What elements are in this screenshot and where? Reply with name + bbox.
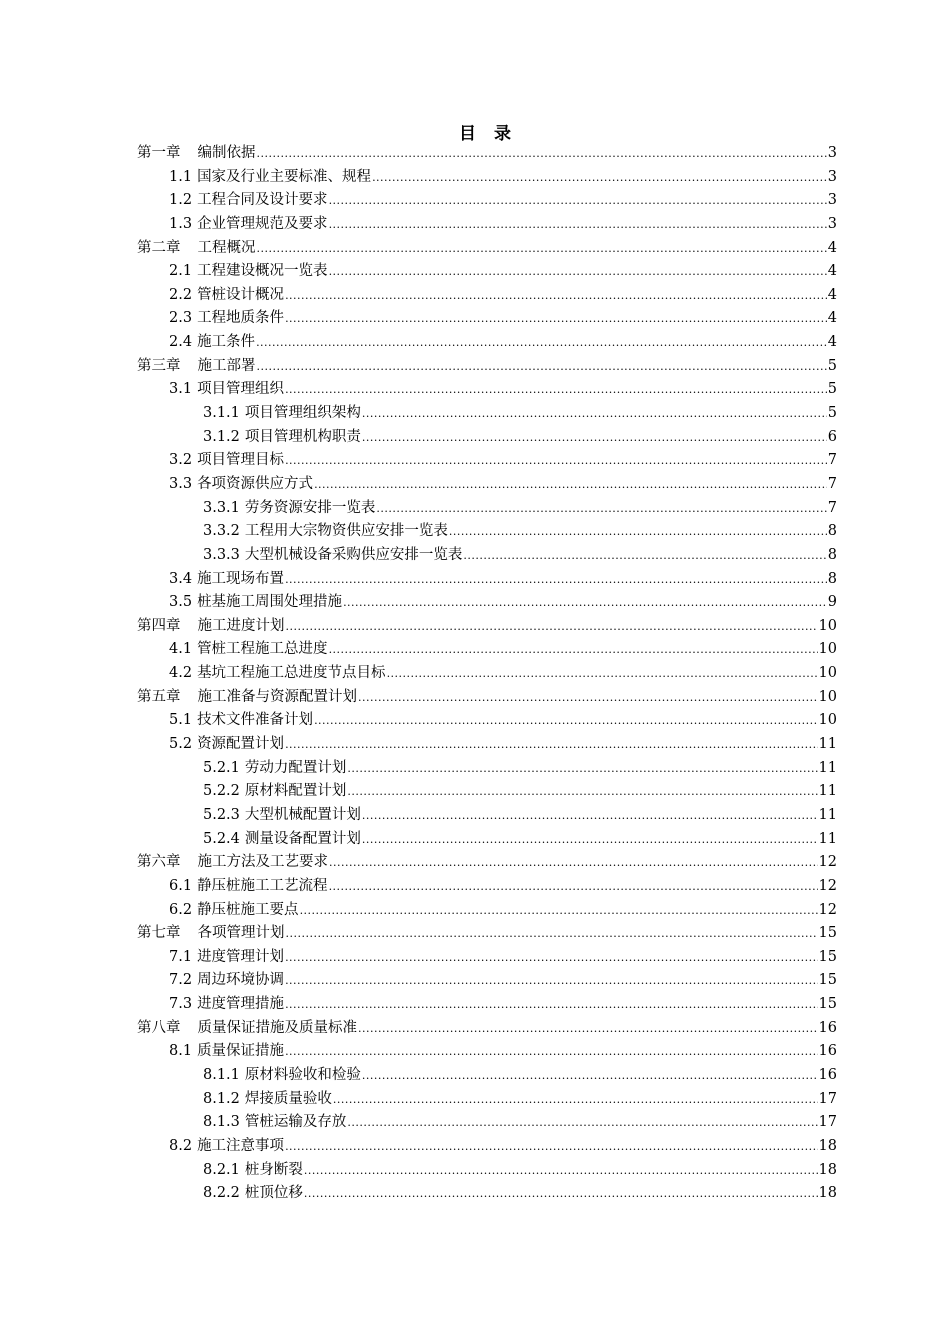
toc-entry-page-number: 10 — [818, 688, 837, 705]
toc-entry-title: 大型机械设备采购供应安排一览表 — [244, 546, 463, 563]
toc-entry-page-number: 7 — [827, 475, 837, 492]
toc-entry-title: 基坑工程施工总进度节点目标 — [197, 665, 386, 682]
toc-entry-title: 测量设备配置计划 — [244, 830, 361, 847]
toc-entry-number: 3.1.1 — [203, 405, 240, 422]
toc-entry-number: 5.1 — [169, 712, 193, 729]
toc-dot-leader — [300, 899, 818, 923]
toc-dot-leader — [343, 591, 827, 615]
toc-entry[interactable] — [137, 378, 837, 402]
toc-dot-leader — [358, 686, 818, 710]
toc-dot-leader — [285, 993, 817, 1017]
toc-entry[interactable] — [137, 615, 837, 639]
toc-entry-number: 3.1.2 — [203, 428, 240, 445]
toc-dot-leader — [362, 426, 827, 450]
toc-entry-title: 项目管理机构职责 — [244, 428, 361, 445]
toc-entry-page-number: 3 — [827, 192, 837, 209]
toc-entry-title: 原材料配置计划 — [244, 783, 347, 800]
toc-entry-title: 进度管理措施 — [197, 996, 285, 1013]
toc-entry-title: 施工注意事项 — [197, 1137, 285, 1154]
toc-entry-number: 7.1 — [169, 948, 193, 965]
toc-entry[interactable] — [137, 1017, 837, 1041]
toc-entry[interactable] — [137, 497, 837, 521]
toc-entry-number: 7.2 — [169, 972, 193, 989]
toc-dot-leader — [329, 851, 818, 875]
toc-entry[interactable] — [137, 638, 837, 662]
toc-entry-title: 技术文件准备计划 — [197, 712, 314, 729]
toc-entry-number: 3.3.2 — [203, 523, 240, 540]
toc-entry[interactable] — [137, 1064, 837, 1088]
toc-entry-title: 编制依据 — [197, 145, 256, 161]
toc-entry-page-number: 15 — [818, 972, 837, 989]
toc-entry[interactable] — [137, 166, 837, 190]
toc-dot-leader — [362, 804, 818, 828]
toc-entry-page-number: 3 — [827, 215, 837, 232]
toc-title: 目 录 — [459, 124, 517, 144]
toc-entry-title: 桩身断裂 — [244, 1161, 303, 1178]
toc-entry-title: 施工现场布置 — [197, 570, 285, 587]
toc-dot-leader — [314, 709, 817, 733]
toc-entry-number: 3.3.1 — [203, 499, 240, 516]
toc-dot-leader — [286, 922, 818, 946]
toc-entry-title: 质量保证措施 — [197, 1043, 285, 1060]
toc-dot-leader — [329, 189, 827, 213]
toc-entry-number: 6.1 — [169, 877, 193, 894]
toc-entry-title: 各项管理计划 — [197, 925, 285, 942]
toc-entry-title: 各项资源供应方式 — [197, 475, 314, 492]
toc-entry-number: 5.2.4 — [203, 830, 240, 847]
toc-dot-leader — [285, 378, 827, 402]
toc-entry-page-number: 17 — [818, 1090, 837, 1107]
toc-entry-title: 企业管理规范及要求 — [197, 215, 328, 232]
toc-entry-title: 工程建设概况一览表 — [197, 263, 328, 280]
toc-entry-page-number: 15 — [818, 925, 837, 942]
toc-entry-title: 桩顶位移 — [244, 1185, 303, 1202]
toc-entry-page-number: 8 — [827, 570, 837, 587]
toc-entry[interactable] — [137, 780, 837, 804]
toc-dot-leader — [285, 946, 817, 970]
toc-entry-page-number: 10 — [818, 641, 837, 658]
toc-entry[interactable] — [137, 260, 837, 284]
toc-dot-leader — [285, 568, 827, 592]
toc-entry-number: 3.3 — [169, 475, 193, 492]
toc-entry[interactable] — [137, 875, 837, 899]
toc-entry-title: 工程概况 — [197, 239, 256, 256]
toc-dot-leader — [257, 237, 827, 261]
toc-entry[interactable] — [137, 189, 837, 213]
toc-entry-number: 5.2.2 — [203, 783, 240, 800]
toc-entry-page-number: 4 — [827, 310, 837, 327]
toc-entry[interactable] — [137, 331, 837, 355]
toc-entry-title: 施工准备与资源配置计划 — [197, 688, 357, 705]
toc-dot-leader — [286, 615, 818, 639]
toc-entry-number: 4.1 — [169, 641, 193, 658]
toc-entry-number: 2.2 — [169, 286, 193, 303]
toc-entry-title: 管桩运输及存放 — [244, 1114, 347, 1131]
toc-dot-leader — [329, 213, 827, 237]
toc-entry-title: 施工条件 — [197, 334, 256, 351]
toc-entry-title: 周边环境协调 — [197, 972, 285, 989]
toc-dot-leader — [387, 662, 818, 686]
toc-entry-number: 8.1.2 — [203, 1090, 240, 1107]
toc-entry-number: 7.3 — [169, 996, 193, 1013]
toc-entry[interactable] — [137, 1040, 837, 1064]
toc-dot-leader — [285, 1135, 817, 1159]
toc-entry-number: 第八章 — [137, 1019, 181, 1036]
toc-entry-page-number: 10 — [818, 617, 837, 634]
toc-entry-number: 5.2.1 — [203, 759, 240, 776]
toc-entry-page-number: 4 — [827, 286, 837, 303]
toc-entry-page-number: 18 — [818, 1185, 837, 1202]
toc-entry-number: 第二章 — [137, 239, 181, 256]
toc-entry-page-number: 12 — [818, 854, 837, 871]
toc-entry-number: 第七章 — [137, 925, 181, 942]
toc-entry-title: 管桩工程施工总进度 — [197, 641, 328, 658]
toc-entry-page-number: 12 — [818, 877, 837, 894]
toc-entry-title: 质量保证措施及质量标准 — [197, 1019, 357, 1036]
toc-entry[interactable] — [137, 662, 837, 686]
toc-entry[interactable] — [137, 993, 837, 1017]
toc-dot-leader — [463, 544, 826, 568]
toc-entry[interactable] — [137, 568, 837, 592]
toc-entry[interactable] — [137, 449, 837, 473]
toc-entry[interactable] — [137, 426, 837, 450]
toc-entry-title: 工程地质条件 — [197, 310, 285, 327]
toc-entry-number: 2.3 — [169, 310, 193, 327]
toc-entry[interactable] — [137, 307, 837, 331]
toc-entry-number: 8.2.1 — [203, 1161, 240, 1178]
toc-entry[interactable] — [137, 591, 837, 615]
toc-dot-leader — [362, 402, 827, 426]
toc-entry-page-number: 15 — [818, 948, 837, 965]
toc-entry-number: 1.1 — [169, 168, 193, 185]
toc-entry[interactable] — [137, 828, 837, 852]
toc-entry-page-number: 4 — [827, 263, 837, 280]
toc-dot-leader — [304, 1159, 818, 1183]
toc-entry-page-number: 3 — [827, 145, 837, 161]
toc-entry-title: 劳务资源安排一览表 — [244, 499, 376, 516]
toc-entry-number: 5.2.3 — [203, 806, 240, 823]
toc-entry[interactable] — [137, 213, 837, 237]
toc-dot-leader — [449, 520, 827, 544]
toc-entry-page-number: 8 — [827, 523, 837, 540]
toc-entry[interactable] — [137, 969, 837, 993]
toc-entry-number: 8.2 — [169, 1137, 193, 1154]
toc-dot-leader — [347, 780, 817, 804]
toc-dot-leader — [362, 828, 818, 852]
toc-entry-number: 3.3.3 — [203, 546, 240, 563]
toc-entry[interactable] — [137, 237, 837, 261]
toc-entry-page-number: 16 — [818, 1043, 837, 1060]
toc-entry-title: 劳动力配置计划 — [244, 759, 347, 776]
toc-entry-title: 进度管理计划 — [197, 948, 285, 965]
toc-entry-number: 2.1 — [169, 263, 193, 280]
toc-entry-page-number: 12 — [818, 901, 837, 918]
toc-entry-page-number: 5 — [827, 381, 837, 398]
toc-entry-page-number: 17 — [818, 1114, 837, 1131]
toc-entry-page-number: 11 — [818, 830, 837, 847]
toc-entry-page-number: 8 — [827, 546, 837, 563]
toc-entry-page-number: 5 — [827, 405, 837, 422]
toc-entry-number: 1.3 — [169, 215, 193, 232]
toc-entry-page-number: 11 — [818, 759, 837, 776]
toc-entry-page-number: 11 — [818, 783, 837, 800]
toc-entry[interactable] — [137, 946, 837, 970]
toc-entry-page-number: 7 — [827, 499, 837, 516]
toc-entry-title: 原材料验收和检验 — [244, 1066, 361, 1083]
toc-dot-leader — [372, 166, 827, 190]
toc-entry-title: 项目管理目标 — [197, 452, 285, 469]
toc-entry-title: 静压桩施工工艺流程 — [197, 877, 328, 894]
toc-entry[interactable] — [137, 1182, 837, 1206]
toc-dot-leader — [304, 1182, 818, 1206]
toc-entry-title: 项目管理组织 — [197, 381, 285, 398]
toc-entry-page-number: 15 — [818, 996, 837, 1013]
toc-entry-number: 4.2 — [169, 665, 193, 682]
toc-entry[interactable] — [137, 142, 837, 166]
toc-entry-title: 工程用大宗物资供应安排一览表 — [244, 523, 448, 540]
toc-entry-title: 项目管理组织架构 — [244, 405, 361, 422]
toc-entry-page-number: 9 — [827, 594, 837, 611]
toc-entry[interactable] — [137, 922, 837, 946]
toc-dot-leader — [256, 331, 827, 355]
toc-entry[interactable] — [137, 1159, 837, 1183]
toc-entry-title: 国家及行业主要标准、规程 — [197, 168, 372, 185]
toc-dot-leader — [347, 757, 817, 781]
toc-dot-leader — [347, 1111, 817, 1135]
toc-entry-number: 8.2.2 — [203, 1185, 240, 1202]
toc-entry[interactable] — [137, 686, 837, 710]
toc-dot-leader — [333, 1088, 818, 1112]
toc-entry[interactable] — [137, 733, 837, 757]
toc-entry[interactable] — [137, 473, 837, 497]
toc-entry-page-number: 3 — [827, 168, 837, 185]
toc-dot-leader — [376, 497, 826, 521]
toc-entry-title: 施工进度计划 — [197, 617, 285, 634]
toc-dot-leader — [329, 875, 818, 899]
toc-entry-page-number: 16 — [818, 1066, 837, 1083]
toc-entry-page-number: 6 — [827, 428, 837, 445]
toc-entry-number: 3.5 — [169, 594, 193, 611]
toc-dot-leader — [285, 733, 817, 757]
toc-entry-title: 大型机械配置计划 — [244, 806, 361, 823]
toc-dot-leader — [285, 1040, 817, 1064]
toc-entry[interactable] — [137, 1111, 837, 1135]
toc-entry[interactable] — [137, 804, 837, 828]
toc-entry-title: 施工部署 — [197, 357, 256, 374]
toc-dot-leader — [257, 142, 827, 166]
toc-entry-number: 第五章 — [137, 688, 181, 705]
toc-entry[interactable] — [137, 757, 837, 781]
toc-entry[interactable] — [137, 284, 837, 308]
toc-dot-leader — [329, 638, 818, 662]
toc-entry[interactable] — [137, 1088, 837, 1112]
toc-entry-page-number: 5 — [827, 357, 837, 374]
toc-entry-title: 焊接质量验收 — [244, 1090, 332, 1107]
toc-entry-page-number: 7 — [827, 452, 837, 469]
toc-entry-title: 桩基施工周围处理措施 — [197, 594, 343, 611]
toc-entry-page-number: 4 — [827, 239, 837, 256]
toc-dot-leader — [314, 473, 827, 497]
toc-entry[interactable] — [137, 544, 837, 568]
toc-entry-title: 资源配置计划 — [197, 736, 285, 753]
toc-entry-page-number: 11 — [818, 736, 837, 753]
toc-entry-number: 6.2 — [169, 901, 193, 918]
toc-entry-number: 8.1 — [169, 1043, 193, 1060]
toc-entry[interactable] — [137, 520, 837, 544]
toc-entry-number: 1.2 — [169, 192, 193, 209]
toc-entry[interactable] — [137, 1135, 837, 1159]
toc-entry-page-number: 18 — [818, 1137, 837, 1154]
toc-dot-leader — [329, 260, 827, 284]
toc-entry[interactable] — [137, 851, 837, 875]
toc-entry-number: 第三章 — [137, 357, 181, 374]
toc-entry-title: 管桩设计概况 — [197, 286, 285, 303]
toc-entry[interactable] — [137, 402, 837, 426]
toc-entry-page-number: 4 — [827, 334, 837, 351]
toc-entry-title: 工程合同及设计要求 — [197, 192, 328, 209]
toc-entry-title: 施工方法及工艺要求 — [197, 854, 328, 871]
toc-entry-number: 第一章 — [137, 145, 181, 161]
toc-entry-page-number: 10 — [818, 712, 837, 729]
toc-dot-leader — [362, 1064, 818, 1088]
toc-dot-leader — [285, 307, 827, 331]
toc-entry-number: 第四章 — [137, 617, 181, 634]
toc-entry-title: 静压桩施工要点 — [197, 901, 299, 918]
toc-entry-page-number: 11 — [818, 806, 837, 823]
toc-entry-number: 3.1 — [169, 381, 193, 398]
toc-dot-leader — [257, 355, 827, 379]
toc-entry-number: 5.2 — [169, 736, 193, 753]
toc-entry-number: 2.4 — [169, 334, 193, 351]
toc-entry[interactable] — [137, 709, 837, 733]
toc-entry[interactable] — [137, 899, 837, 923]
toc-dot-leader — [285, 284, 827, 308]
toc-dot-leader — [285, 969, 817, 993]
toc-entry-page-number: 18 — [818, 1161, 837, 1178]
toc-entry-number: 3.4 — [169, 570, 193, 587]
toc-dot-leader — [285, 449, 827, 473]
toc-entry-number: 3.2 — [169, 452, 193, 469]
toc-entry-page-number: 16 — [818, 1019, 837, 1036]
toc-entry-number: 8.1.3 — [203, 1114, 240, 1131]
toc-entry-number: 第六章 — [137, 854, 181, 871]
toc-entry-page-number: 10 — [818, 665, 837, 682]
table-of-contents — [137, 142, 837, 1206]
toc-entry[interactable] — [137, 355, 837, 379]
toc-entry-number: 8.1.1 — [203, 1066, 240, 1083]
toc-dot-leader — [358, 1017, 818, 1041]
